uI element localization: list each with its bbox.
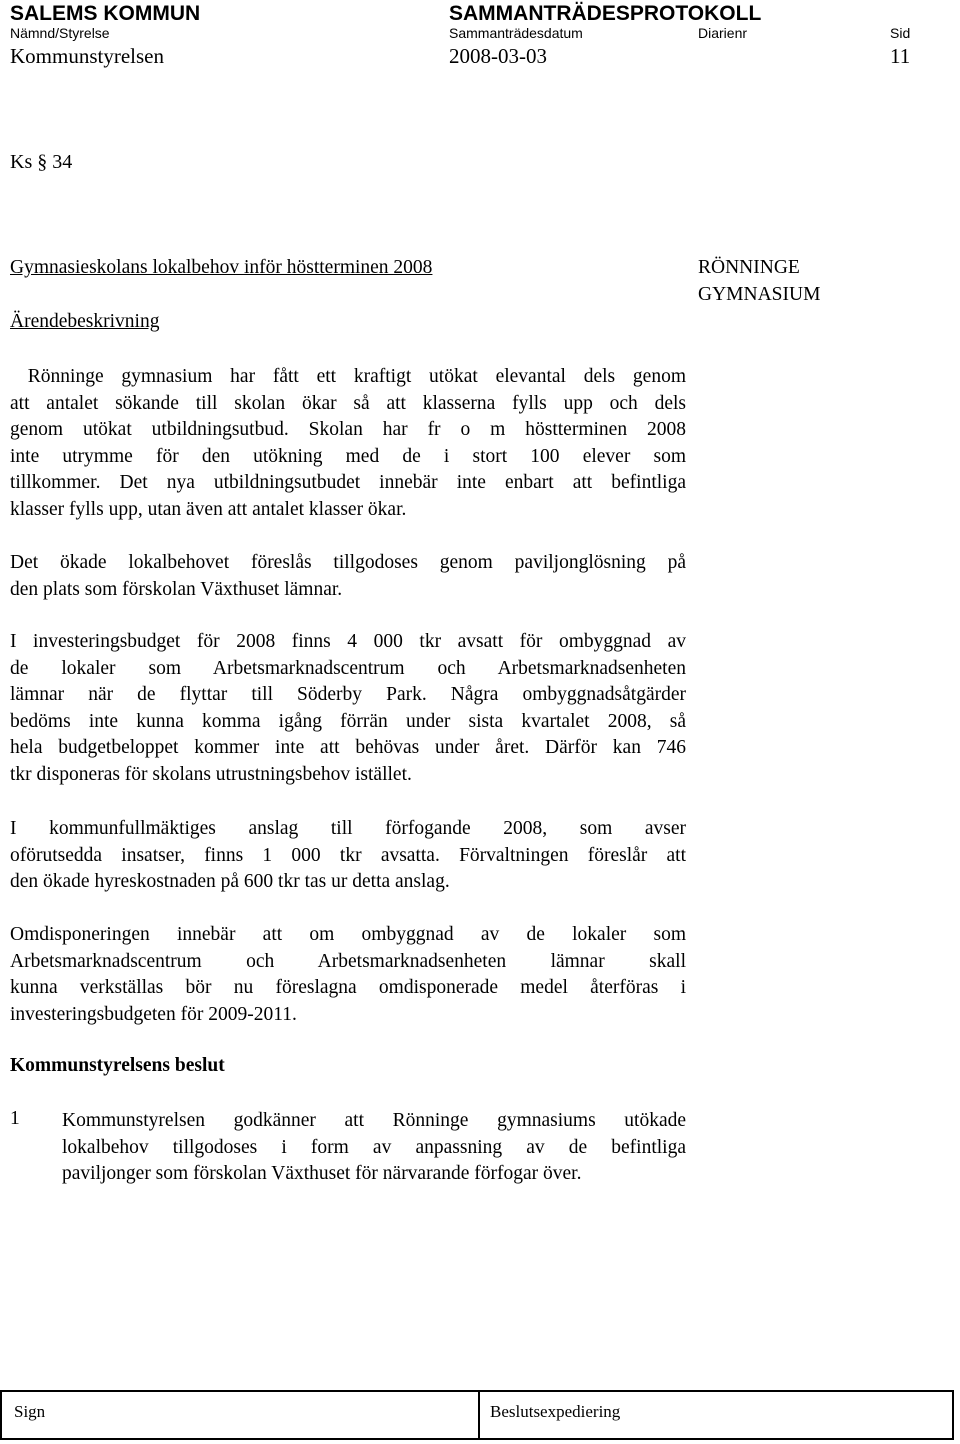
- paragraph-line: investeringsbudgeten för 2009-2011.: [10, 1003, 297, 1025]
- paragraph-line: bedöms inte kunna komma igång förrän under sista kvartalet 2008, så: [10, 710, 686, 732]
- decision-text: [62, 1108, 686, 1188]
- paragraph-line: kunna verkställas bör nu föreslagna omdisponerade medel återföras i: [10, 977, 686, 999]
- side-note-line-2: GYMNASIUM: [698, 284, 821, 305]
- side-note-line-1: RÖNNINGE: [698, 257, 800, 278]
- paragraph-line: oförutsedda insatser, finns 1 000 tkr avsatta. Förvaltningen föreslår att: [10, 844, 686, 866]
- label-board: Nämnd/Styrelse: [10, 25, 110, 41]
- paragraph-line: Omdisponeringen innebär att om ombyggnad av de lokaler som: [10, 924, 686, 945]
- label-date: Sammanträdesdatum: [449, 25, 583, 41]
- decision-line: Kommunstyrelsen godkänner att Rönninge gymnasiums utökade: [62, 1110, 686, 1131]
- label-page: Sid: [890, 25, 911, 41]
- case-title: Gymnasieskolans lokalbehov inför höstterminen 2008: [10, 257, 433, 278]
- paragraph-line: Arbetsmarknadscentrum och Arbetsmarknadsenheten lämnar skall: [10, 950, 686, 972]
- page-number: 11: [890, 44, 911, 68]
- paragraph-line: att antalet sökande till skolan ökar så att klasserna fylls upp och dels: [10, 392, 686, 414]
- paragraph-line: lämnar när de flyttar till Söderby Park. Några ombyggnadsåtgärder: [10, 684, 686, 706]
- paragraph-line: den ökade hyreskostnaden på 600 tkr tas ur detta anslag.: [10, 871, 450, 893]
- dispatch-label: Beslutsexpediering: [490, 1402, 621, 1421]
- decision-number: 1: [10, 1108, 20, 1129]
- paragraph-line: klasser fylls upp, utan även att antalet klasser ökar.: [10, 498, 407, 520]
- document-type: SAMMANTRÄDESPROTOKOLL: [449, 2, 762, 25]
- decision-heading: Kommunstyrelsens beslut: [10, 1055, 225, 1076]
- paragraph-2: [10, 550, 686, 603]
- paragraph-line: tillkommer. Det nya utbildningsutbudet innebär inte enbart att befintliga: [10, 472, 686, 494]
- label-diary: Diarienr: [698, 25, 748, 41]
- paragraph-5: [10, 922, 686, 1028]
- paragraph-line: I kommunfullmäktiges anslag till förfogande 2008, som avser: [10, 818, 686, 839]
- paragraph-line: den plats som förskolan Växthuset lämnar.: [10, 578, 343, 600]
- paragraph-line: inte utrymme för den utökning med de i stort 100 elever som: [10, 445, 686, 467]
- paragraph-line: I investeringsbudget för 2008 finns 4 000 tkr avsatt för ombyggnad av: [10, 631, 686, 652]
- subheading: Ärendebeskrivning: [10, 311, 160, 332]
- paragraph-line: Det ökade lokalbehovet föreslås tillgodoses genom paviljonglösning på: [10, 552, 686, 573]
- signature-footer: [0, 1390, 954, 1440]
- decision-line: lokalbehov tillgodoses i form av anpassning av de befintliga: [62, 1136, 686, 1158]
- paragraph-4: [10, 816, 686, 896]
- board-name: Kommunstyrelsen: [10, 44, 164, 68]
- section-id: Ks § 34: [10, 151, 73, 173]
- meeting-date: 2008-03-03: [449, 44, 547, 68]
- paragraph-line: genom utökat utbildningsutbud. Skolan har fr o m höstterminen 2008: [10, 419, 686, 441]
- footer-divider: [478, 1392, 480, 1438]
- paragraph-line: Rönninge gymnasium har fått ett kraftigt utökat elevantal dels genom: [10, 366, 686, 387]
- paragraph-line: tkr disponeras för skolans utrustningsbehov istället.: [10, 763, 412, 785]
- paragraph-3: [10, 629, 686, 789]
- paragraph-line: hela budgetbeloppet kommer inte att behövas under året. Därför kan 746: [10, 737, 686, 759]
- sign-label: Sign: [14, 1402, 46, 1421]
- paragraph-1: [10, 364, 686, 524]
- decision-line: paviljonger som förskolan Växthuset för närvarande förfogar över.: [62, 1163, 582, 1185]
- paragraph-line: de lokaler som Arbetsmarknadscentrum och Arbetsmarknadsenheten: [10, 657, 686, 679]
- municipality-name: SALEMS KOMMUN: [10, 2, 201, 25]
